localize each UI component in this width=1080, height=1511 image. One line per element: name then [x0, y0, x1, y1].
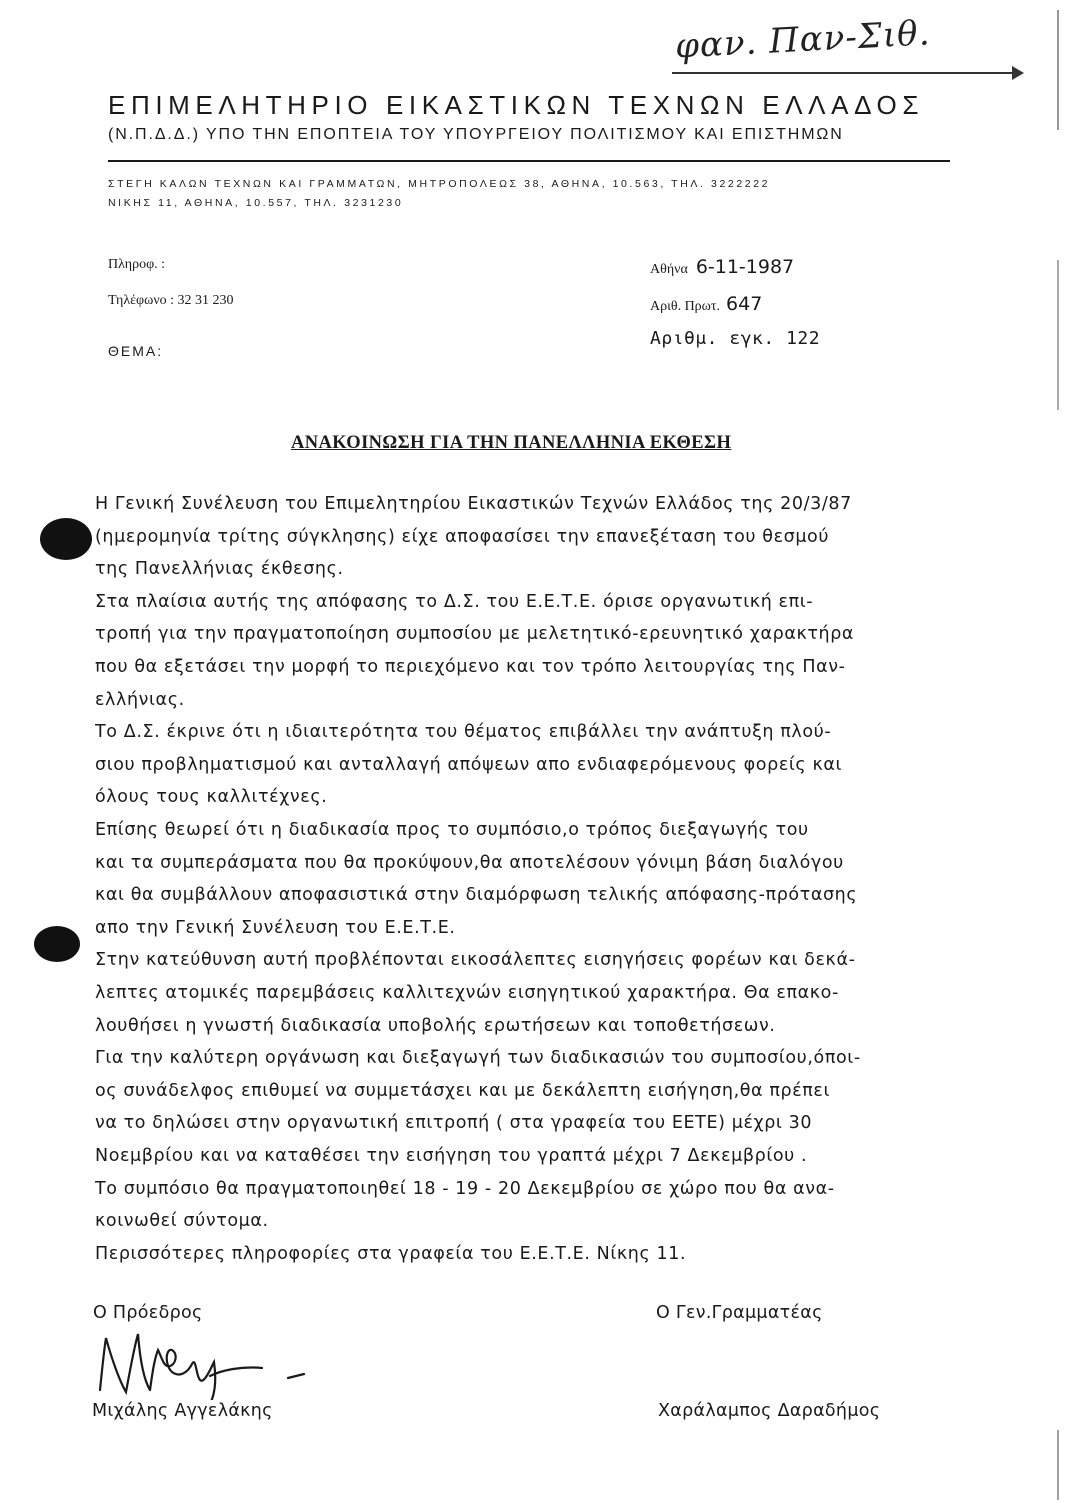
president-signature — [92, 1320, 322, 1400]
circular-row — [650, 328, 820, 349]
body-line: λεπτες ατομικές παρεμβάσεις καλλιτεχνών εισηγητικού χαρακτήρα. Θα επακο- — [95, 983, 839, 1003]
city-label: Αθήνα — [650, 262, 688, 277]
body-line: τροπή για την πραγματοποίηση συμποσίου με μελετητικό-ερευνητικό χαρακτήρα — [95, 624, 855, 645]
circular-label: Αριθμ. εγκ. — [650, 328, 775, 349]
scan-edge-mark — [1057, 1430, 1059, 1500]
punch-hole-mark — [34, 926, 80, 962]
body-line: και τα συμπεράσματα που θα προκύψουν,θα αποτελέσουν γόνιμη βάση διαλόγου — [95, 852, 844, 873]
body-line: (ημερομηνία τρίτης σύγκλησης) είχε αποφασίσει την επανεξέταση του θεσμού — [95, 526, 830, 547]
body-line: Νοεμβρίου και να καταθέσει την εισήγηση του γραπτά μέχρι 7 Δεκεμβρίου . — [95, 1146, 808, 1166]
body-line: Η Γενική Συνέλευση του Επιμελητηρίου Εικαστικών Τεχνών Ελλάδος της 20/3/87 — [95, 494, 852, 514]
body-line: Το συμπόσιο θα πραγματοποιηθεί 18 - 19 - 20 Δεκεμβρίου σε χώρο που θα ανα- — [95, 1178, 835, 1199]
body-line: απο την Γενική Συνέλευση του Ε.Ε.Τ.Ε. — [95, 917, 456, 938]
scan-edge-mark — [1057, 260, 1059, 410]
info-label: Πληροφ. : — [108, 257, 166, 272]
circular-number: 122 — [786, 328, 821, 349]
address-line-2: ΝΙΚΗΣ 11, ΑΘΗΝΑ, 10.557, ΤΗΛ. 3231230 — [108, 197, 404, 209]
body-line: κοινωθεί σύντομα. — [95, 1211, 269, 1232]
president-name: Μιχάλης Αγγελάκης — [92, 1401, 273, 1421]
subject-label: ΘΕΜΑ: — [108, 343, 164, 359]
phone-row — [108, 293, 234, 309]
body-line: Για την καλύτερη οργάνωση και διεξαγωγή των διαδικασιών του συμποσίου,όποι- — [95, 1048, 861, 1069]
body-line: να το δηλώσει στην οργανωτική επιτροπή ( στα γραφεία του ΕΕΤΕ) μέχρι 30 — [95, 1113, 813, 1134]
arrow-icon — [1012, 66, 1024, 80]
organization-subtitle: (Ν.Π.Δ.Δ.) ΥΠΟ ΤΗΝ ΕΠΟΠΤΕΙΑ ΤΟΥ ΥΠΟΥΡΓΕΙΟΥ ΠΟΛΙΤΙΣΜΟΥ ΚΑΙ ΕΠΙΣΤΗΜΩΝ — [108, 126, 844, 143]
body-line: Στην κατεύθυνση αυτή προβλέπονται εικοσάλεπτες εισηγήσεις φορέων και δεκά- — [95, 950, 856, 971]
secretary-title: Ο Γεν.Γραμματέας — [656, 1303, 823, 1323]
protocol-number: 647 — [726, 293, 763, 315]
body-line: Επίσης θεωρεί ότι η διαδικασία προς το συμπόσιο,ο τρόπος διεξαγωγής του — [95, 820, 809, 840]
date-value: 6-11-1987 — [695, 256, 795, 278]
secretary-name: Χαράλαμπος Δαραδήμος — [658, 1401, 881, 1421]
address-line-1: ΣΤΕΓΗ ΚΑΛΩΝ ΤΕΧΝΩΝ ΚΑΙ ΓΡΑΜΜΑΤΩΝ, ΜΗΤΡΟΠΟΛΕΩΣ 38, ΑΘΗΝΑ, 10.563, ΤΗΛ. 3222222 — [108, 178, 771, 190]
body-line: που θα εξετάσει την μορφή το περιεχόμενο και τον τρόπο λειτουργίας της Παν- — [95, 657, 846, 677]
body-line: και θα συμβάλλουν αποφασιστικά στην διαμόρφωση τελικής απόφασης-πρότασης — [95, 885, 858, 906]
scan-edge-mark — [1057, 10, 1059, 130]
body-line: Το Δ.Σ. έκρινε ότι η ιδιαιτερότητα του θέματος επιβάλλει την ανάπτυξη πλού- — [95, 722, 832, 743]
president-title: Ο Πρόεδρος — [93, 1303, 203, 1323]
handwritten-underline — [672, 72, 1022, 74]
handwritten-note: φαν. Παν-Σιθ. — [674, 13, 932, 67]
body-line: της Πανελλήνιας έκθεσης. — [95, 559, 344, 580]
body-line: ος συνάδελφος επιθυμεί να συμμετάσχει και με δεκάλεπτη εισήγηση,θα πρέπει — [95, 1080, 830, 1101]
announcement-heading: ΑΝΑΚΟΙΝΩΣΗ ΓΙΑ ΤΗΝ ΠΑΝΕΛΛΗΝΙΑ ΕΚΘΕΣΗ — [291, 433, 732, 453]
body-line: λουθήσει η γνωστή διαδικασία υποβολής ερωτήσεων και τοποθετήσεων. — [95, 1015, 776, 1036]
body-line: Στα πλαίσια αυτής της απόφασης το Δ.Σ. του Ε.Ε.Τ.Ε. όρισε οργανωτική επι- — [95, 591, 814, 612]
letterhead-divider — [108, 160, 950, 162]
body-line: όλους τους καλλιτέχνες. — [95, 787, 328, 808]
punch-hole-mark — [40, 518, 92, 560]
date-row — [650, 256, 794, 278]
phone-value: 32 31 230 — [177, 293, 234, 308]
body-line: σιου προβληματισμού και ανταλλαγή απόψεων απο ενδιαφερόμενους φορείς και — [95, 754, 843, 775]
organization-title: ΕΠΙΜΕΛΗΤΗΡΙΟ ΕΙΚΑΣΤΙΚΩΝ ΤΕΧΝΩΝ ΕΛΛΑΔΟΣ — [108, 90, 925, 120]
protocol-row — [650, 293, 762, 315]
protocol-label: Αριθ. Πρωτ. — [650, 299, 721, 314]
body-line: ελλήνιας. — [95, 689, 185, 710]
body-line: Περισσότερες πληροφορίες στα γραφεία του Ε.Ε.Τ.Ε. Νίκης 11. — [95, 1243, 687, 1264]
phone-label: Τηλέφωνο : — [108, 293, 175, 308]
